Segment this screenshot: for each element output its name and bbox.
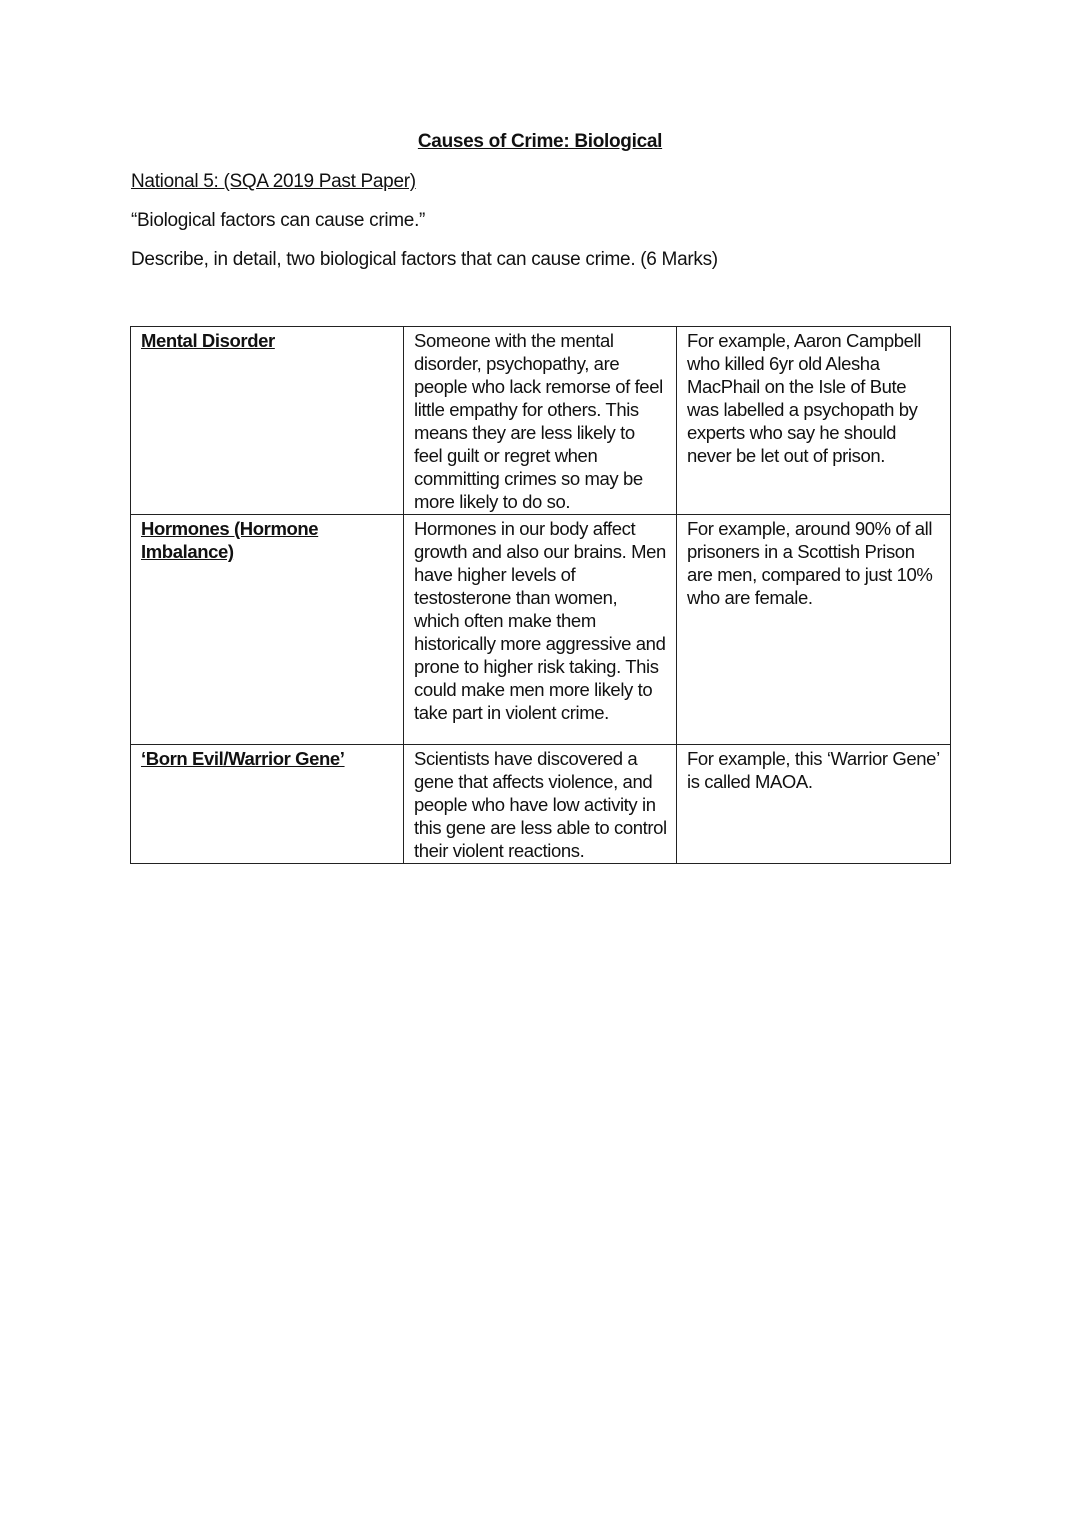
table-row [131, 327, 951, 515]
question-quote: “Biological factors can cause crime.” [131, 210, 426, 231]
table-row [131, 515, 951, 745]
table-row [131, 745, 951, 864]
example-cell: For example, Aaron Campbell who killed 6yr old Alesha MacPhail on the Isle of Bute was labelled a psychopath by experts who say he should never be let out of prison. [677, 327, 951, 515]
example-cell: For example, this ‘Warrior Gene’ is called MAOA. [677, 745, 951, 864]
factor-cell: Mental Disorder [131, 327, 404, 515]
factor-cell: ‘Born Evil/Warrior Gene’ [131, 745, 404, 864]
page-title: Causes of Crime: Biological [417, 131, 663, 152]
question-prompt: Describe, in detail, two biological factors that can cause crime. (6 Marks) [131, 249, 718, 270]
explanation-cell: Scientists have discovered a gene that affects violence, and people who have low activity in this gene are less able to control their violent reactions. [404, 745, 677, 864]
explanation-cell: Hormones in our body affect growth and also our brains. Men have higher levels of testosterone than women, which often make them historically more aggressive and prone to higher risk taking. This could make men more likely to take part in violent crime. [404, 515, 677, 745]
factors-table [130, 326, 951, 864]
example-cell: For example, around 90% of all prisoners in a Scottish Prison are men, compared to just 10% who are female. [677, 515, 951, 745]
explanation-cell: Someone with the mental disorder, psychopathy, are people who lack remorse of feel little empathy for others. This means they are less likely to feel guilt or regret when committing crimes so may be more likely to do so. [404, 327, 677, 515]
exam-reference: National 5: (SQA 2019 Past Paper) [131, 171, 416, 192]
factor-cell: Hormones (Hormone Imbalance) [131, 515, 404, 745]
